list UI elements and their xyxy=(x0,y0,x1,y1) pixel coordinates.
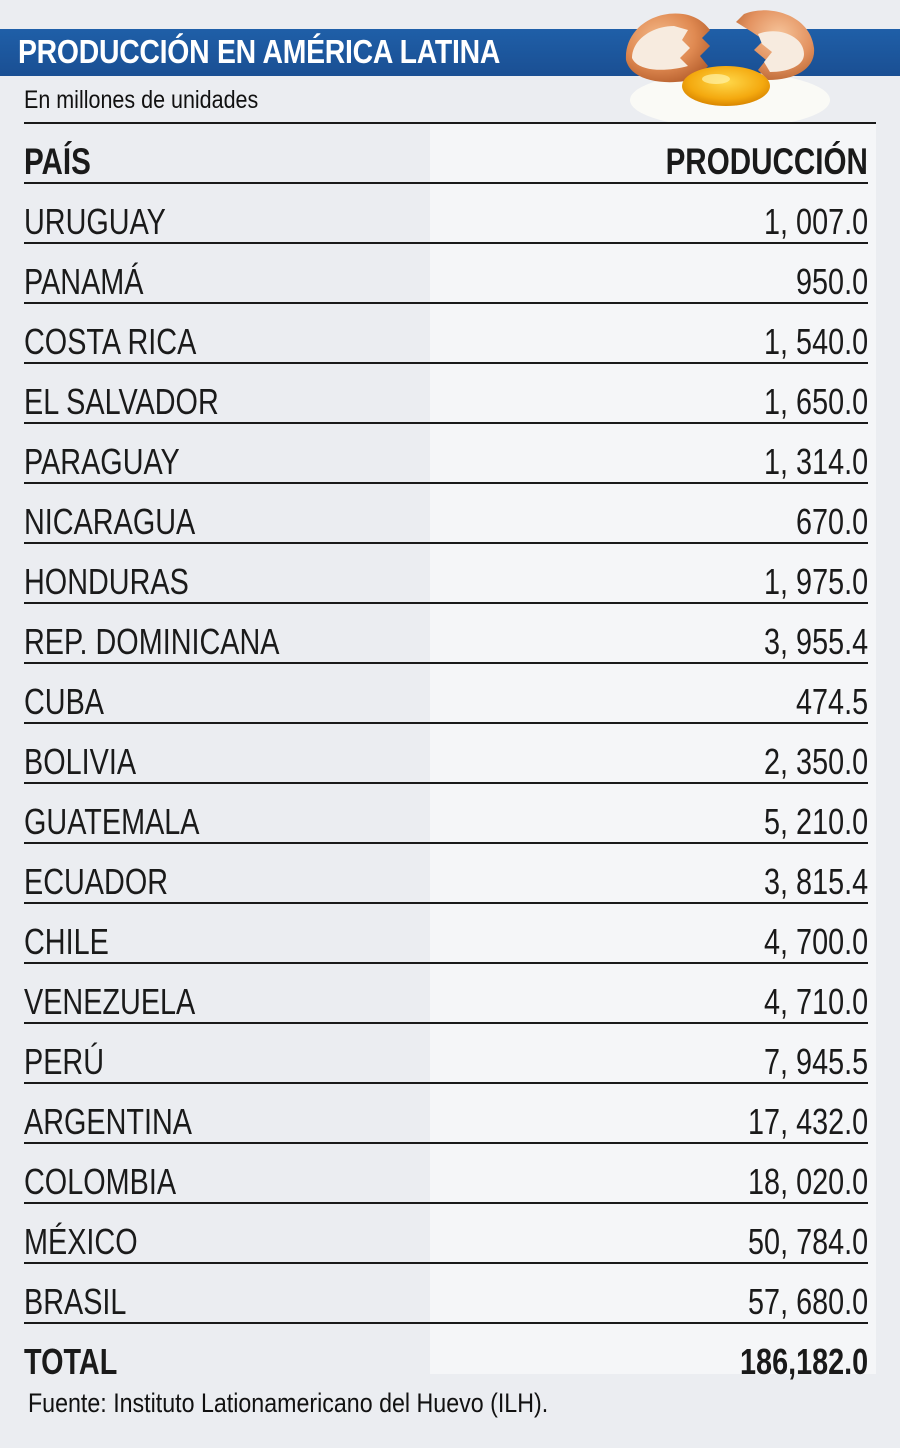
table-row xyxy=(24,904,868,964)
table-body xyxy=(24,184,868,1324)
table-row xyxy=(24,364,868,424)
production-cell: 57, 680.0 xyxy=(747,1281,868,1322)
source-note: Fuente: Instituto Lationamericano del Huevo (ILH). xyxy=(28,1388,549,1418)
table-row xyxy=(24,1144,868,1204)
table-row xyxy=(24,424,868,484)
table-row xyxy=(24,244,868,304)
table-row xyxy=(24,844,868,904)
production-cell: 474.5 xyxy=(795,681,868,722)
country-cell: CHILE xyxy=(24,921,109,962)
table-row xyxy=(24,664,868,724)
table-row xyxy=(24,1204,868,1264)
table-row xyxy=(24,604,868,664)
production-cell: 1, 975.0 xyxy=(763,561,868,602)
country-cell: HONDURAS xyxy=(24,561,189,602)
production-cell: 3, 955.4 xyxy=(763,621,868,662)
country-cell: VENEZUELA xyxy=(24,981,196,1022)
table-row xyxy=(24,544,868,604)
production-table xyxy=(24,124,868,1382)
production-cell: 1, 007.0 xyxy=(763,201,868,242)
header-country: PAÍS xyxy=(24,141,91,182)
table-header xyxy=(24,124,868,184)
country-cell: REP. DOMINICANA xyxy=(24,621,280,662)
country-cell: PERÚ xyxy=(24,1041,105,1082)
country-cell: PARAGUAY xyxy=(24,441,180,482)
cracked-egg-icon xyxy=(618,0,833,135)
production-cell: 1, 540.0 xyxy=(763,321,868,362)
production-cell: 2, 350.0 xyxy=(763,741,868,782)
table-row xyxy=(24,304,868,364)
country-cell: URUGUAY xyxy=(24,201,166,242)
header-production: PRODUCCIÓN xyxy=(665,141,868,182)
production-cell: 670.0 xyxy=(795,501,868,542)
country-cell: ECUADOR xyxy=(24,861,169,902)
country-cell: COLOMBIA xyxy=(24,1161,177,1202)
chart-subtitle: En millones de unidades xyxy=(24,86,259,114)
table-row xyxy=(24,484,868,544)
table-row xyxy=(24,184,868,244)
production-cell: 1, 650.0 xyxy=(763,381,868,422)
country-cell: PANAMÁ xyxy=(24,261,144,302)
production-cell: 5, 210.0 xyxy=(763,801,868,842)
production-cell: 4, 700.0 xyxy=(763,921,868,962)
production-cell: 1, 314.0 xyxy=(763,441,868,482)
table-row xyxy=(24,1264,868,1324)
country-cell: ARGENTINA xyxy=(24,1101,193,1142)
country-cell: EL SALVADOR xyxy=(24,381,219,422)
production-cell: 17, 432.0 xyxy=(747,1101,868,1142)
total-label: TOTAL xyxy=(24,1341,118,1382)
production-cell: 3, 815.4 xyxy=(763,861,868,902)
chart-title: PRODUCCIÓN EN AMÉRICA LATINA xyxy=(18,33,501,70)
country-cell: BOLIVIA xyxy=(24,741,137,782)
table-row xyxy=(24,964,868,1024)
table-row xyxy=(24,724,868,784)
country-cell: MÉXICO xyxy=(24,1221,138,1262)
country-cell: COSTA RICA xyxy=(24,321,197,362)
production-cell: 18, 020.0 xyxy=(747,1161,868,1202)
production-cell: 50, 784.0 xyxy=(747,1221,868,1262)
production-cell: 950.0 xyxy=(795,261,868,302)
production-cell: 4, 710.0 xyxy=(763,981,868,1022)
country-cell: NICARAGUA xyxy=(24,501,196,542)
table-total-row xyxy=(24,1324,868,1382)
table-row xyxy=(24,1084,868,1144)
table-row xyxy=(24,784,868,844)
production-cell: 7, 945.5 xyxy=(763,1041,868,1082)
total-value: 186,182.0 xyxy=(739,1341,868,1382)
country-cell: BRASIL xyxy=(24,1281,127,1322)
country-cell: CUBA xyxy=(24,681,105,722)
country-cell: GUATEMALA xyxy=(24,801,200,842)
table-row xyxy=(24,1024,868,1084)
